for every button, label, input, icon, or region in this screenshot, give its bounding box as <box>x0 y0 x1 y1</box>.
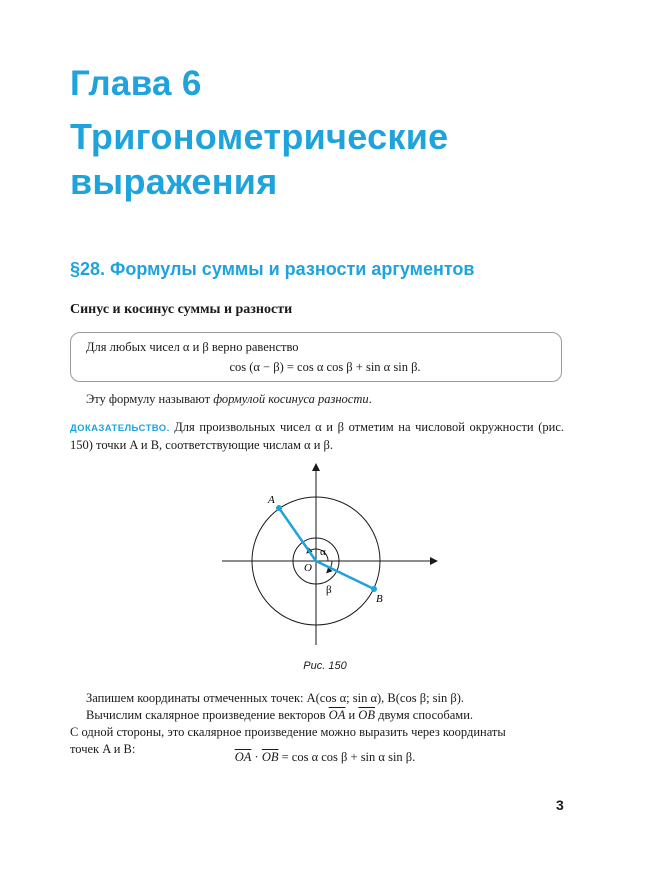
p2-mid: и <box>345 708 359 722</box>
point-b <box>371 586 377 592</box>
proof-label: ДОКАЗАТЕЛЬСТВО. <box>70 423 170 434</box>
figure-caption: Рис. 150 <box>303 660 347 672</box>
naming-term: формулой косинуса разности <box>213 392 369 406</box>
vector-oa: $\overline{OA}$ <box>328 708 346 722</box>
segment-oa <box>279 508 316 561</box>
paragraph-one-side: С одной стороны, это скалярное произведение можно выразить через координаты <box>70 725 506 739</box>
page-number: 3 <box>556 797 564 813</box>
vector-ob: $\overline{OB}$ <box>358 708 375 722</box>
theorem-intro: Для любых чисел α и β верно равенство <box>86 340 299 354</box>
paragraph-scalar-product <box>86 707 473 724</box>
chapter-title: Тригонометрические выражения <box>70 116 449 202</box>
formula-vector-oa: $\overline{OA}$ <box>234 750 252 764</box>
theorem-formula: cos (α − β) = cos α cos β + sin α sin β. <box>229 360 421 374</box>
scalar-product-formula <box>0 750 650 765</box>
p2-before: Вычислим скалярное произведение векторов <box>86 708 329 722</box>
formula-dot: · <box>251 750 262 764</box>
label-b: B <box>376 593 383 605</box>
proof-text: Для произвольных чисел α и β отметим на числовой окружности (рис. 150) точки A и B, соответствующие числам α и β. <box>70 420 564 452</box>
unit-circle-figure <box>200 455 450 655</box>
section-title: §28. Формулы суммы и разности аргументов <box>70 259 475 279</box>
paragraph-points: точек A и B: <box>70 742 136 756</box>
subheading: Синус и косинус суммы и разности <box>70 302 293 317</box>
formula-vector-ob: $\overline{OB}$ <box>261 750 279 764</box>
formula-rest: = cos α cos β + sin α sin β. <box>278 750 416 764</box>
proof-paragraph <box>70 419 564 454</box>
label-beta: β <box>326 584 332 596</box>
naming-suffix: . <box>368 392 372 406</box>
point-a <box>276 505 282 511</box>
label-o: O <box>304 562 312 574</box>
p2-after: двумя способами. <box>374 708 474 722</box>
naming-prefix: Эту формулу называют <box>86 392 214 406</box>
formula-naming <box>86 392 372 407</box>
segment-ob <box>316 561 374 589</box>
label-alpha: α <box>320 546 326 558</box>
label-a: A <box>268 494 275 506</box>
chapter-label: Глава 6 <box>70 64 202 103</box>
paragraph-coordinates: Запишем координаты отмеченных точек: A(cos α; sin α), B(cos β; sin β). <box>86 691 465 705</box>
